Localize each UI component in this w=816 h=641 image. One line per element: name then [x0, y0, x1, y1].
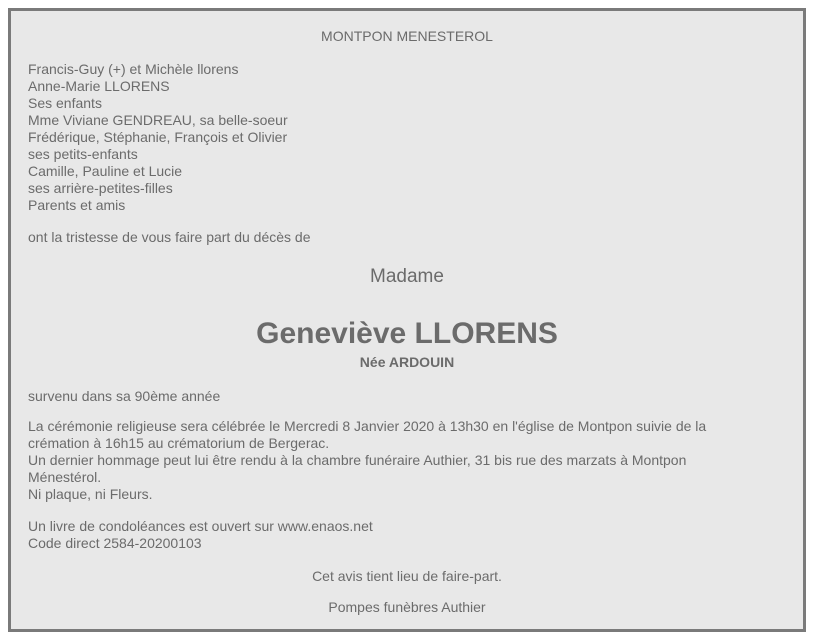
condolences-code: Code direct 2584-20200103 — [28, 535, 202, 551]
family-list — [28, 61, 288, 214]
obituary-notice — [8, 8, 806, 632]
maiden-name: Née ARDOUIN — [359, 354, 455, 370]
ceremony-line: crémation à 16h15 au crématorium de Bergerac. — [28, 435, 330, 451]
deceased-title: Madame — [370, 266, 444, 287]
family-line: ses arrière-petites-filles — [28, 180, 173, 196]
notice-text: Cet avis tient lieu de faire-part. — [312, 568, 502, 584]
ceremony-line: Un dernier hommage peut lui être rendu à la chambre funéraire Authier, 31 bis rue des marzats à Montpon — [28, 452, 687, 468]
family-line: Ses enfants — [28, 95, 102, 111]
condolences-info — [28, 518, 373, 552]
family-line: Mme Viviane GENDREAU, sa belle-soeur — [28, 112, 288, 128]
age-text: survenu dans sa 90ème année — [28, 388, 221, 404]
family-line: Camille, Pauline et Lucie — [28, 163, 183, 179]
ceremony-details — [28, 418, 768, 503]
deceased-name: Geneviève LLORENS — [256, 317, 558, 350]
family-line: ses petits-enfants — [28, 146, 138, 162]
family-line: Frédérique, Stéphanie, François et Olivier — [28, 129, 288, 145]
ceremony-line: Ménestérol. — [28, 469, 102, 485]
condolences-line: Un livre de condoléances est ouvert sur www.enaos.net — [28, 518, 373, 534]
family-line: Parents et amis — [28, 197, 126, 213]
funeral-home-name: Pompes funèbres Authier — [328, 599, 486, 615]
announcement-text: ont la tristesse de vous faire part du décès de — [28, 229, 311, 245]
city-heading: MONTPON MENESTEROL — [321, 28, 493, 44]
ceremony-line: Ni plaque, ni Fleurs. — [28, 486, 153, 502]
family-line: Anne-Marie LLORENS — [28, 78, 170, 94]
family-line: Francis-Guy (+) et Michèle llorens — [28, 61, 239, 77]
ceremony-line: La cérémonie religieuse sera célébrée le Mercredi 8 Janvier 2020 à 13h30 en l'église de Montpon suivie de la — [28, 418, 707, 434]
